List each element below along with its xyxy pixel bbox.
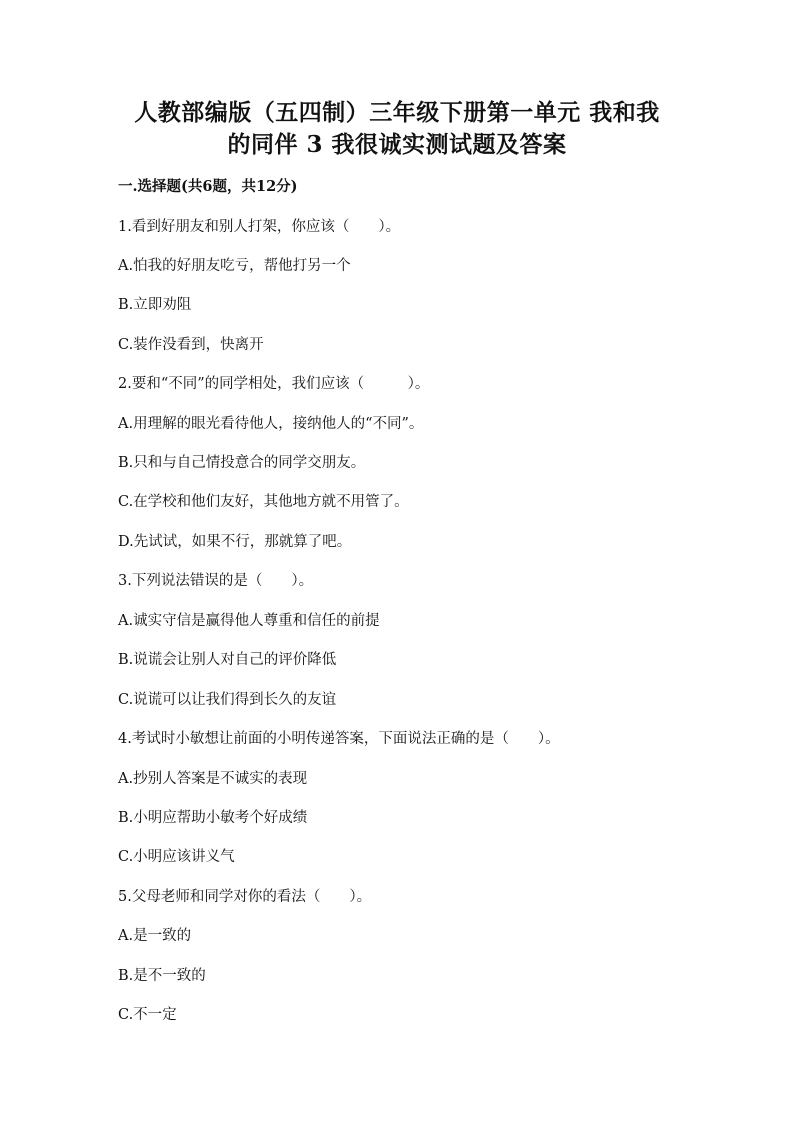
- section-heading: 一.选择题(共6题，共12分): [118, 178, 298, 195]
- question-4-stem: 4.考试时小敏想让前面的小明传递答案，下面说法正确的是（ ）。: [118, 731, 560, 747]
- question-2-option-c: C.在学校和他们友好，其他地方就不用管了。: [118, 494, 409, 510]
- question-2-option-a: A.用理解的眼光看待他人，接纳他人的“不同”。: [118, 416, 424, 432]
- question-4-option-b: B.小明应帮助小敏考个好成绩: [118, 810, 308, 826]
- question-1-stem: 1.看到好朋友和别人打架，你应该（ ）。: [118, 219, 401, 235]
- question-3-option-c: C.说谎可以让我们得到长久的友谊: [118, 692, 337, 708]
- question-4-option-c: C.小明应该讲义气: [118, 849, 235, 865]
- question-5-option-c: C.不一定: [118, 1007, 177, 1023]
- question-5-option-b: B.是不一致的: [118, 968, 206, 984]
- question-3-option-b: B.说谎会让别人对自己的评价降低: [118, 652, 337, 668]
- question-5-option-a: A.是一致的: [118, 928, 192, 944]
- document-title-line-1: 人教部编版（五四制）三年级下册第一单元 我和我: [134, 99, 660, 126]
- question-3-option-a: A.诚实守信是赢得他人尊重和信任的前提: [118, 613, 380, 629]
- question-4-option-a: A.抄别人答案是不诚实的表现: [118, 771, 308, 787]
- question-1-option-c: C.装作没看到，快离开: [118, 337, 264, 353]
- question-1-option-a: A.怕我的好朋友吃亏，帮他打另一个: [118, 258, 351, 274]
- question-2-option-d: D.先试试，如果不行，那就算了吧。: [118, 534, 352, 550]
- question-5-stem: 5.父母老师和同学对你的看法（ ）。: [118, 889, 372, 905]
- document-title-line-2: 的同伴 3 我很诚实测试题及答案: [227, 131, 567, 158]
- question-2-option-b: B.只和与自己情投意合的同学交朋友。: [118, 455, 366, 471]
- question-3-stem: 3.下列说法错误的是（ ）。: [118, 573, 314, 589]
- question-2-stem: 2.要和“不同”的同学相处，我们应该（ ）。: [118, 376, 430, 392]
- question-1-option-b: B.立即劝阻: [118, 297, 192, 313]
